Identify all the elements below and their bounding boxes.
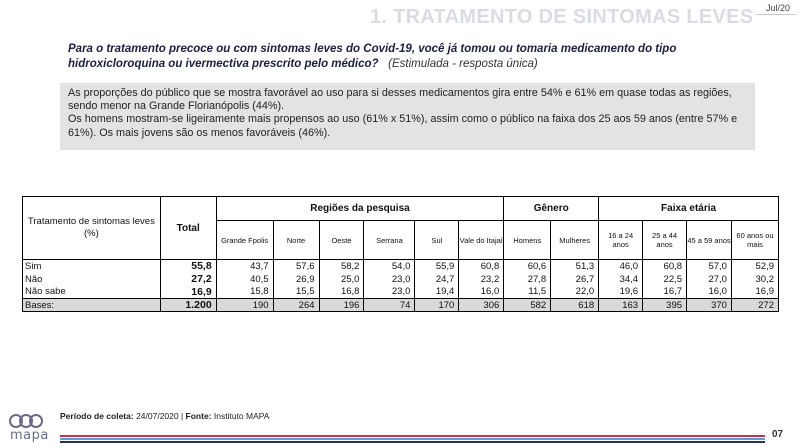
- source-value: Instituto MAPA: [213, 411, 270, 421]
- column-header: Homens: [504, 221, 551, 260]
- column-header: Serrana: [364, 221, 415, 260]
- table-cell: 370: [687, 299, 732, 312]
- period-value: 24/07/2020: [136, 411, 179, 421]
- group-header-regioes: Regiões da pesquisa: [216, 197, 504, 221]
- header-rule: [756, 14, 796, 15]
- results-table: [22, 196, 779, 312]
- footer-source: Período de coleta: 24/07/2020 | Fonte: Instituto MAPA: [60, 411, 270, 421]
- table-cell: 306: [459, 299, 504, 312]
- table-cell: 60,8: [643, 260, 687, 273]
- table-cell: 60,8: [459, 260, 504, 273]
- table-cell: 395: [643, 299, 687, 312]
- total-cell: 16,9: [160, 286, 216, 299]
- table-cell: 16,9: [731, 286, 778, 299]
- table-cell: 23,0: [364, 273, 415, 286]
- row-label: Não sabe: [23, 286, 161, 299]
- table-cell: 23,2: [459, 273, 504, 286]
- summary-paragraph-2: Os homens mostram-se ligeiramente mais propensos ao uso (61% x 51%), assim como o público na faixa dos 25 aos 59 anos (entre 57% e 61%). Os mais jovens são os menos favoráveis (46%).: [68, 113, 738, 139]
- column-header: 25 a 44 anos: [643, 221, 687, 260]
- column-header: Vale do Itajaí: [459, 221, 504, 260]
- total-header: Total: [160, 197, 216, 260]
- group-header-faixa: Faixa etária: [599, 197, 779, 221]
- table-cell: 264: [273, 299, 319, 312]
- row-label: Bases:: [23, 299, 161, 312]
- table-cell: 30,2: [731, 273, 778, 286]
- table-cell: 190: [216, 299, 273, 312]
- table-cell: 15,5: [273, 286, 319, 299]
- column-header: 16 a 24 anos: [599, 221, 643, 260]
- logo-text: mapa: [10, 428, 49, 443]
- table-cell: 24,7: [415, 273, 459, 286]
- page-number: 07: [772, 429, 784, 440]
- table-cell: 74: [364, 299, 415, 312]
- table-cell: 52,9: [731, 260, 778, 273]
- table-cell: 19,6: [599, 286, 643, 299]
- table-cell: 16,0: [687, 286, 732, 299]
- group-header-genero: Gênero: [504, 197, 599, 221]
- table-cell: 16,0: [459, 286, 504, 299]
- row-label: Não: [23, 273, 161, 286]
- column-header: Norte: [273, 221, 319, 260]
- table-cell: 27,0: [687, 273, 732, 286]
- question-text: Para o tratamento precoce ou com sintomas leves do Covid-19, você já tomou ou tomaria medicamento do tipo hidroxicloroquina ou ivermectiva prescrito pelo médico?: [68, 43, 677, 70]
- table-cell: 54,0: [364, 260, 415, 273]
- question-note: (Estimulada - resposta única): [388, 58, 538, 70]
- table-cell: 11,5: [504, 286, 551, 299]
- footer-stripe-blue: [60, 438, 765, 440]
- bases-row: [23, 299, 779, 312]
- table-cell: 25,0: [319, 273, 364, 286]
- table-row: [23, 260, 779, 273]
- table-cell: 170: [415, 299, 459, 312]
- table-cell: 163: [599, 299, 643, 312]
- total-cell: 1.200: [160, 299, 216, 312]
- table-cell: 22,0: [551, 286, 599, 299]
- row-label: Sim: [23, 260, 161, 273]
- table-cell: 27,8: [504, 273, 551, 286]
- table-cell: 58,2: [319, 260, 364, 273]
- table-row: [23, 273, 779, 286]
- table-cell: 60,6: [504, 260, 551, 273]
- table-cell: 15,8: [216, 286, 273, 299]
- column-header: 45 a 59 anos: [687, 221, 732, 260]
- column-header: Grande Fpolis: [216, 221, 273, 260]
- table-cell: 26,7: [551, 273, 599, 286]
- period-label: Período de coleta:: [60, 411, 134, 421]
- table-cell: 23,0: [364, 286, 415, 299]
- table-cell: 582: [504, 299, 551, 312]
- summary-paragraph-1: As proporções do público que se mostra favorável ao uso para si desses medicamentos gira entre 54% e 61% em quase todas as regiões, sendo menor na Grande Florianópolis (44%).: [68, 87, 732, 113]
- footer-stripe-navy: [60, 441, 765, 443]
- table-cell: 51,3: [551, 260, 599, 273]
- table-cell: 34,4: [599, 273, 643, 286]
- table-cell: 196: [319, 299, 364, 312]
- column-header: Oeste: [319, 221, 364, 260]
- total-cell: 55,8: [160, 260, 216, 273]
- table-cell: 55,9: [415, 260, 459, 273]
- survey-question: [68, 42, 758, 72]
- summary-box: [60, 83, 755, 150]
- table-cell: 16,7: [643, 286, 687, 299]
- table-cell: 57,6: [273, 260, 319, 273]
- source-label: Fonte:: [185, 411, 212, 421]
- footer-stripe-red: [60, 435, 765, 437]
- table-cell: 22,5: [643, 273, 687, 286]
- stub-header: Tratamento de sintomas leves (%): [23, 197, 161, 260]
- date-tag: Jul/20: [766, 3, 791, 13]
- table-cell: 40,5: [216, 273, 273, 286]
- column-header: Sul: [415, 221, 459, 260]
- column-header: Mulheres: [551, 221, 599, 260]
- table-cell: 16,8: [319, 286, 364, 299]
- table-cell: 43,7: [216, 260, 273, 273]
- table-cell: 19,4: [415, 286, 459, 299]
- page-title: 1. TRATAMENTO DE SINTOMAS LEVES: [370, 6, 754, 28]
- column-header: 60 anos ou mais: [731, 221, 778, 260]
- table-row: [23, 286, 779, 299]
- table-cell: 46,0: [599, 260, 643, 273]
- table-cell: 272: [731, 299, 778, 312]
- table-cell: 618: [551, 299, 599, 312]
- total-cell: 27,2: [160, 273, 216, 286]
- table-cell: 57,0: [687, 260, 732, 273]
- table-cell: 26,9: [273, 273, 319, 286]
